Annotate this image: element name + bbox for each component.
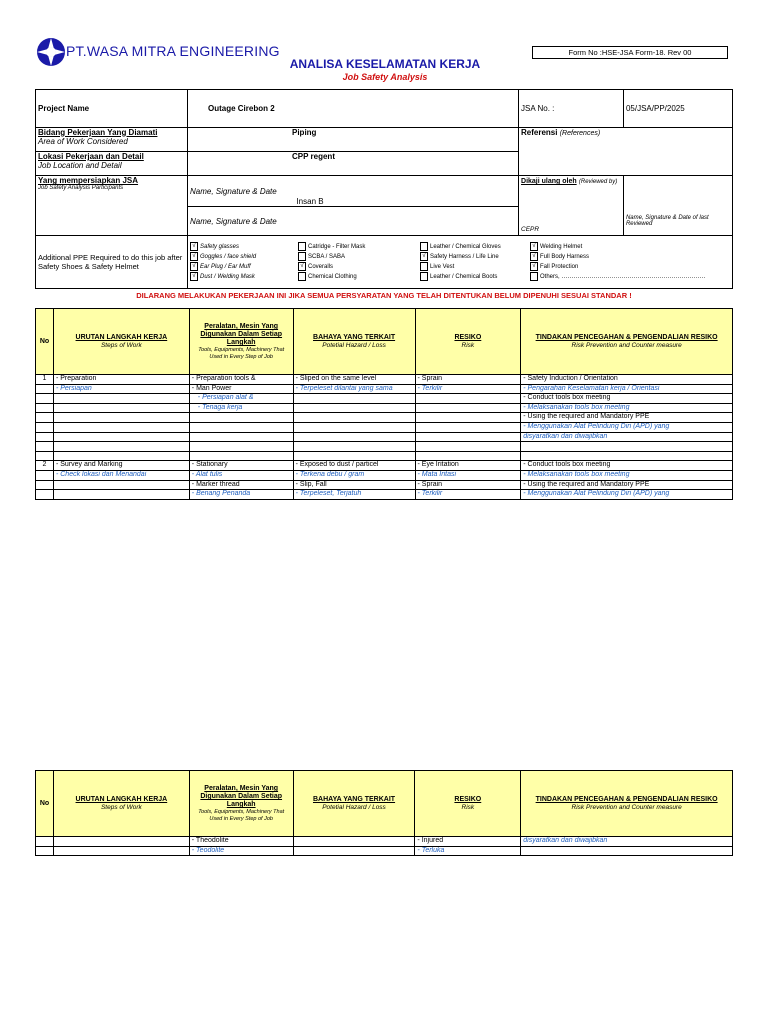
cell-tool: - Preparation tools & [189, 375, 293, 385]
col-tools-en: Tools, Equipments, Machinery That Used in Every Step of Job [198, 809, 285, 822]
col-risk: RESIKO [454, 795, 482, 803]
ppe-column [528, 242, 732, 282]
table-row [36, 480, 733, 490]
table-row [36, 442, 733, 452]
cell-tool: - Theodolite [189, 837, 293, 847]
col-risk-en: Risk [461, 803, 475, 811]
cell-risk: - Eye Iritation [415, 461, 521, 471]
ppe-item [420, 252, 526, 262]
cell-tool: - Marker thread [189, 480, 293, 490]
ppe-item-label: Safety Harness / Life Line [430, 254, 499, 261]
col-steps-en: Steps of Work [100, 803, 142, 811]
ppe-checkbox[interactable]: √ [190, 272, 198, 281]
cell-control [521, 451, 733, 461]
ppe-checkbox[interactable] [298, 272, 306, 281]
col-control: TINDAKAN PENCEGAHAN & PENGENDALIAN RESIKO [535, 333, 718, 341]
cell-risk [415, 451, 521, 461]
ppe-item-label: Leather / Chemical Boots [430, 274, 498, 281]
ppe-item-label: Goggles / face shield [200, 254, 257, 261]
signature-value-1: Insan B [296, 197, 324, 207]
cell-step [53, 442, 189, 452]
col-steps: URUTAN LANGKAH KERJA [75, 795, 168, 803]
cell-hazard: - Terkena debu / gram [293, 470, 415, 480]
ppe-label: Additional PPE Required to do this job after Safety Shoes & Safety Helmet [36, 235, 188, 288]
cell-hazard [293, 837, 415, 847]
table-row [36, 490, 733, 500]
ppe-checkbox[interactable]: √ [420, 252, 428, 261]
company-name: PT.WASA MITRA ENGINEERING [66, 43, 280, 59]
cell-risk [415, 394, 521, 404]
table-row [36, 432, 733, 442]
cell-step [53, 422, 189, 432]
ppe-item [190, 242, 294, 252]
table-row [36, 846, 733, 856]
cell-no [36, 490, 54, 500]
page-title: ANALISA KESELAMATAN KERJA [289, 57, 481, 71]
cell-no [36, 432, 54, 442]
cell-step: - Preparation [53, 375, 189, 385]
cell-risk [415, 422, 521, 432]
page-subtitle: Job Safety Analysis [342, 72, 428, 82]
signature-label-1: Name, Signature & Date [188, 176, 293, 207]
cell-tool: - Alat tulis [189, 470, 293, 480]
cell-tool: - Benang Penanda [189, 490, 293, 500]
cell-hazard [293, 451, 415, 461]
cell-step [53, 480, 189, 490]
jsa-steps-table [35, 308, 733, 500]
table-row [36, 837, 733, 847]
cell-control [521, 846, 733, 856]
col-hazard-en: Potetial Hazard / Loss [322, 803, 386, 811]
col-no: No [39, 799, 50, 807]
cell-step [53, 451, 189, 461]
ppe-item-label: Ear Plug / Ear Muff [200, 264, 251, 271]
cell-step [53, 403, 189, 413]
table-row [36, 451, 733, 461]
jsa-no-label: JSA No. : [519, 90, 624, 128]
cell-tool [189, 442, 293, 452]
ppe-item [190, 272, 294, 282]
cell-control: disyaratkan dan diwajibkan [521, 432, 733, 442]
cell-tool [189, 422, 293, 432]
ppe-item [530, 242, 730, 252]
col-risk: RESIKO [454, 333, 482, 341]
cell-step [53, 837, 189, 847]
project-name-label: Project Name [36, 90, 188, 128]
ppe-checkbox[interactable]: √ [530, 262, 538, 271]
cell-risk [415, 403, 521, 413]
ppe-checkbox[interactable] [420, 272, 428, 281]
cell-control: - Melaksanakan tools box meeting [521, 403, 733, 413]
jsa-steps-table-page-2 [35, 770, 733, 856]
jsa-no-value: 05/JSA/PP/2025 [623, 90, 732, 128]
ppe-checkbox[interactable] [298, 252, 306, 261]
col-control-en: Risk Prevention and Counter measure [571, 341, 682, 349]
project-info-table [35, 89, 733, 289]
cell-control: disyaratkan dan diwajibkan [521, 837, 733, 847]
cell-no [36, 846, 54, 856]
cell-risk: - Sprain [415, 480, 521, 490]
ppe-item [298, 252, 416, 262]
col-hazard: BAHAYA YANG TERKAIT [312, 795, 396, 803]
ppe-column [418, 242, 528, 282]
ppe-item [420, 262, 526, 272]
cell-no [36, 403, 54, 413]
col-tools: Peralatan, Mesin Yang Digunakan Dalam Setiap Langkah [200, 323, 283, 346]
cell-hazard: - Terpeleset, Terjatuh [293, 490, 415, 500]
signature-value-2: CEPR [521, 225, 540, 233]
cell-hazard: - Terpeleset dilantai yang sama [293, 384, 415, 394]
prepared-label-en: Job Safety Analysis Participants [38, 185, 124, 192]
ppe-checkbox[interactable] [420, 262, 428, 271]
ppe-checkbox[interactable] [298, 242, 306, 251]
cell-no: 2 [36, 461, 54, 471]
ppe-checkbox[interactable] [530, 272, 538, 281]
cell-hazard [293, 422, 415, 432]
cell-tool [189, 451, 293, 461]
ppe-item-label: Leather / Chemical Gloves [430, 244, 501, 251]
cell-risk [415, 442, 521, 452]
ppe-item [420, 272, 526, 282]
col-control: TINDAKAN PENCEGAHAN & PENGENDALIAN RESIKO [535, 795, 718, 803]
cell-risk: - Mata Iritasi [415, 470, 521, 480]
table-row [36, 422, 733, 432]
project-name-value: Outage Cirebon 2 [208, 103, 275, 113]
ppe-item-label: Coveralls [308, 264, 334, 271]
ppe-item-label: Welding Helmet [540, 244, 583, 251]
cell-no: 1 [36, 375, 54, 385]
cell-no [36, 394, 54, 404]
cell-step [53, 846, 189, 856]
cell-step: - Survey and Marking [53, 461, 189, 471]
col-steps: URUTAN LANGKAH KERJA [75, 333, 168, 341]
col-steps-en: Steps of Work [100, 341, 142, 349]
area-value: Piping [292, 127, 317, 137]
cell-control: - Using the required and Mandatory PPE [521, 480, 733, 490]
cell-hazard [293, 413, 415, 423]
cell-control: - Melaksanakan tools box meeting [521, 470, 733, 480]
table-row [36, 413, 733, 423]
cell-risk: - Injured [415, 837, 521, 847]
cell-no [36, 451, 54, 461]
cell-step [53, 394, 189, 404]
cell-no [36, 384, 54, 394]
cell-risk: - Terluka [415, 846, 521, 856]
cell-control: - Menggunakan Alat Pelindung Diri (APD) yang [521, 490, 733, 500]
ppe-column [296, 242, 418, 282]
cell-step [53, 413, 189, 423]
location-value: CPP regent [292, 151, 335, 161]
table-row [36, 375, 733, 385]
col-tools-en: Tools, Equipments, Machinery That Used in Every Step of Job [198, 347, 285, 360]
prepared-label: Yang mempersiapkan JSA [38, 176, 139, 186]
cell-hazard: - Exposed to dust / particel [293, 461, 415, 471]
ppe-item-label: SCBA / SABA [308, 254, 346, 261]
area-label: Bidang Pekerjaan Yang Diamati [38, 127, 158, 137]
location-label-en: Job Location and Detail [38, 160, 122, 170]
cell-step [53, 432, 189, 442]
cell-tool: - Stationary [189, 461, 293, 471]
cell-no [36, 837, 54, 847]
ppe-item [530, 252, 730, 262]
cell-no [36, 470, 54, 480]
ppe-item [190, 252, 294, 262]
ppe-item-label: Dust / Welding Mask [200, 274, 255, 281]
col-control-en: Risk Prevention and Counter measure [571, 803, 682, 811]
cell-hazard: - Slip, Fall [293, 480, 415, 490]
cell-hazard [293, 394, 415, 404]
ppe-item [530, 272, 730, 282]
table-row [36, 470, 733, 480]
col-tools: Peralatan, Mesin Yang Digunakan Dalam Setiap Langkah [200, 785, 283, 808]
table-row [36, 461, 733, 471]
ppe-item [420, 242, 526, 252]
ppe-item [190, 262, 294, 272]
cell-risk: - Terkilir [415, 384, 521, 394]
cell-risk [415, 432, 521, 442]
ppe-column [188, 242, 296, 282]
cell-hazard [293, 403, 415, 413]
ppe-item [530, 262, 730, 272]
cell-tool [189, 432, 293, 442]
table-row [36, 384, 733, 394]
reviewed-label-en: (Reviewed by) [578, 179, 618, 186]
cell-step: - Check lokasi dan Menandai [53, 470, 189, 480]
col-risk-en: Risk [461, 341, 475, 349]
cell-risk [415, 413, 521, 423]
last-reviewed-label: Name, Signature & Date of last Reviewed [625, 214, 709, 227]
cell-risk: - Sprain [415, 375, 521, 385]
cell-hazard [293, 442, 415, 452]
cell-no [36, 442, 54, 452]
table-row [36, 403, 733, 413]
cell-control: - Conduct tools box meeting [521, 394, 733, 404]
signature-label-2: Name, Signature & Date [188, 207, 293, 236]
cell-tool [189, 413, 293, 423]
ppe-checkbox[interactable]: √ [530, 252, 538, 261]
area-label-en: Area of Work Considered [38, 136, 128, 146]
cell-control: - Safety Induction / Orientation [521, 375, 733, 385]
ppe-checkbox[interactable]: √ [530, 242, 538, 251]
cell-hazard [293, 432, 415, 442]
cell-tool: - Persiapan alat & [189, 394, 293, 404]
ppe-item-label: Others, ……………………………………………………………… [540, 274, 706, 281]
ppe-item [298, 272, 416, 282]
ppe-item-label: Fall Protection [540, 264, 579, 271]
ppe-item-label: Catridge - Filter Mask [308, 244, 366, 251]
col-no: No [39, 337, 50, 345]
cell-no [36, 480, 54, 490]
cell-tool: - Teodolite [189, 846, 293, 856]
cell-control: - Menggunakan Alat Pelindung Diri (APD) yang [521, 422, 733, 432]
referensi-label: Referensi [521, 127, 558, 137]
cell-risk: - Terkilir [415, 490, 521, 500]
table-row [36, 394, 733, 404]
ppe-checkbox[interactable]: √ [298, 262, 306, 271]
cell-tool: - Man Power [189, 384, 293, 394]
reviewed-label: Dikaji ulang oleh [521, 178, 577, 186]
cell-step [53, 490, 189, 500]
cell-control: - Conduct tools box meeting [521, 461, 733, 471]
ppe-item-label: Full Body Harness [540, 254, 590, 261]
ppe-item-label: Safety glasses [200, 244, 240, 251]
col-hazard: BAHAYA YANG TERKAIT [313, 333, 396, 341]
cell-no [36, 422, 54, 432]
ppe-checkbox[interactable]: √ [190, 252, 198, 261]
cell-hazard: - Sliped on the same level [293, 375, 415, 385]
ppe-item [298, 262, 416, 272]
warning-banner: DILARANG MELAKUKAN PEKERJAAN INI JIKA SEMUA PERSYARATAN YANG TELAH DITENTUKAN BELUM DIPENUHI SESUAI STANDAR ! [136, 291, 632, 300]
ppe-item-label: Chemical Clothing [308, 274, 357, 281]
cell-control: - Pengarahan Keselamatan kerja / Orientasi [521, 384, 733, 394]
company-logo-icon [36, 37, 66, 67]
cell-control [521, 442, 733, 452]
location-label: Lokasi Pekerjaan dan Detail [38, 151, 144, 161]
cell-control: - Using the required and Mandatory PPE [521, 413, 733, 423]
col-hazard-en: Potetial Hazard / Loss [322, 341, 386, 349]
ppe-item [298, 242, 416, 252]
cell-no [36, 413, 54, 423]
cell-hazard [293, 846, 415, 856]
cell-step: - Persiapan [53, 384, 189, 394]
ppe-item-label: Live Vest [430, 264, 455, 271]
referensi-label-en: (References) [559, 129, 601, 137]
form-number: Form No :HSE-JSA Form-18. Rev 00 [532, 46, 728, 59]
ppe-checklist [188, 242, 732, 282]
cell-tool: - Tenaga kerja [189, 403, 293, 413]
ppe-checkbox[interactable]: √ [190, 262, 198, 271]
ppe-checkbox[interactable]: √ [190, 242, 198, 251]
ppe-checkbox[interactable] [420, 242, 428, 251]
